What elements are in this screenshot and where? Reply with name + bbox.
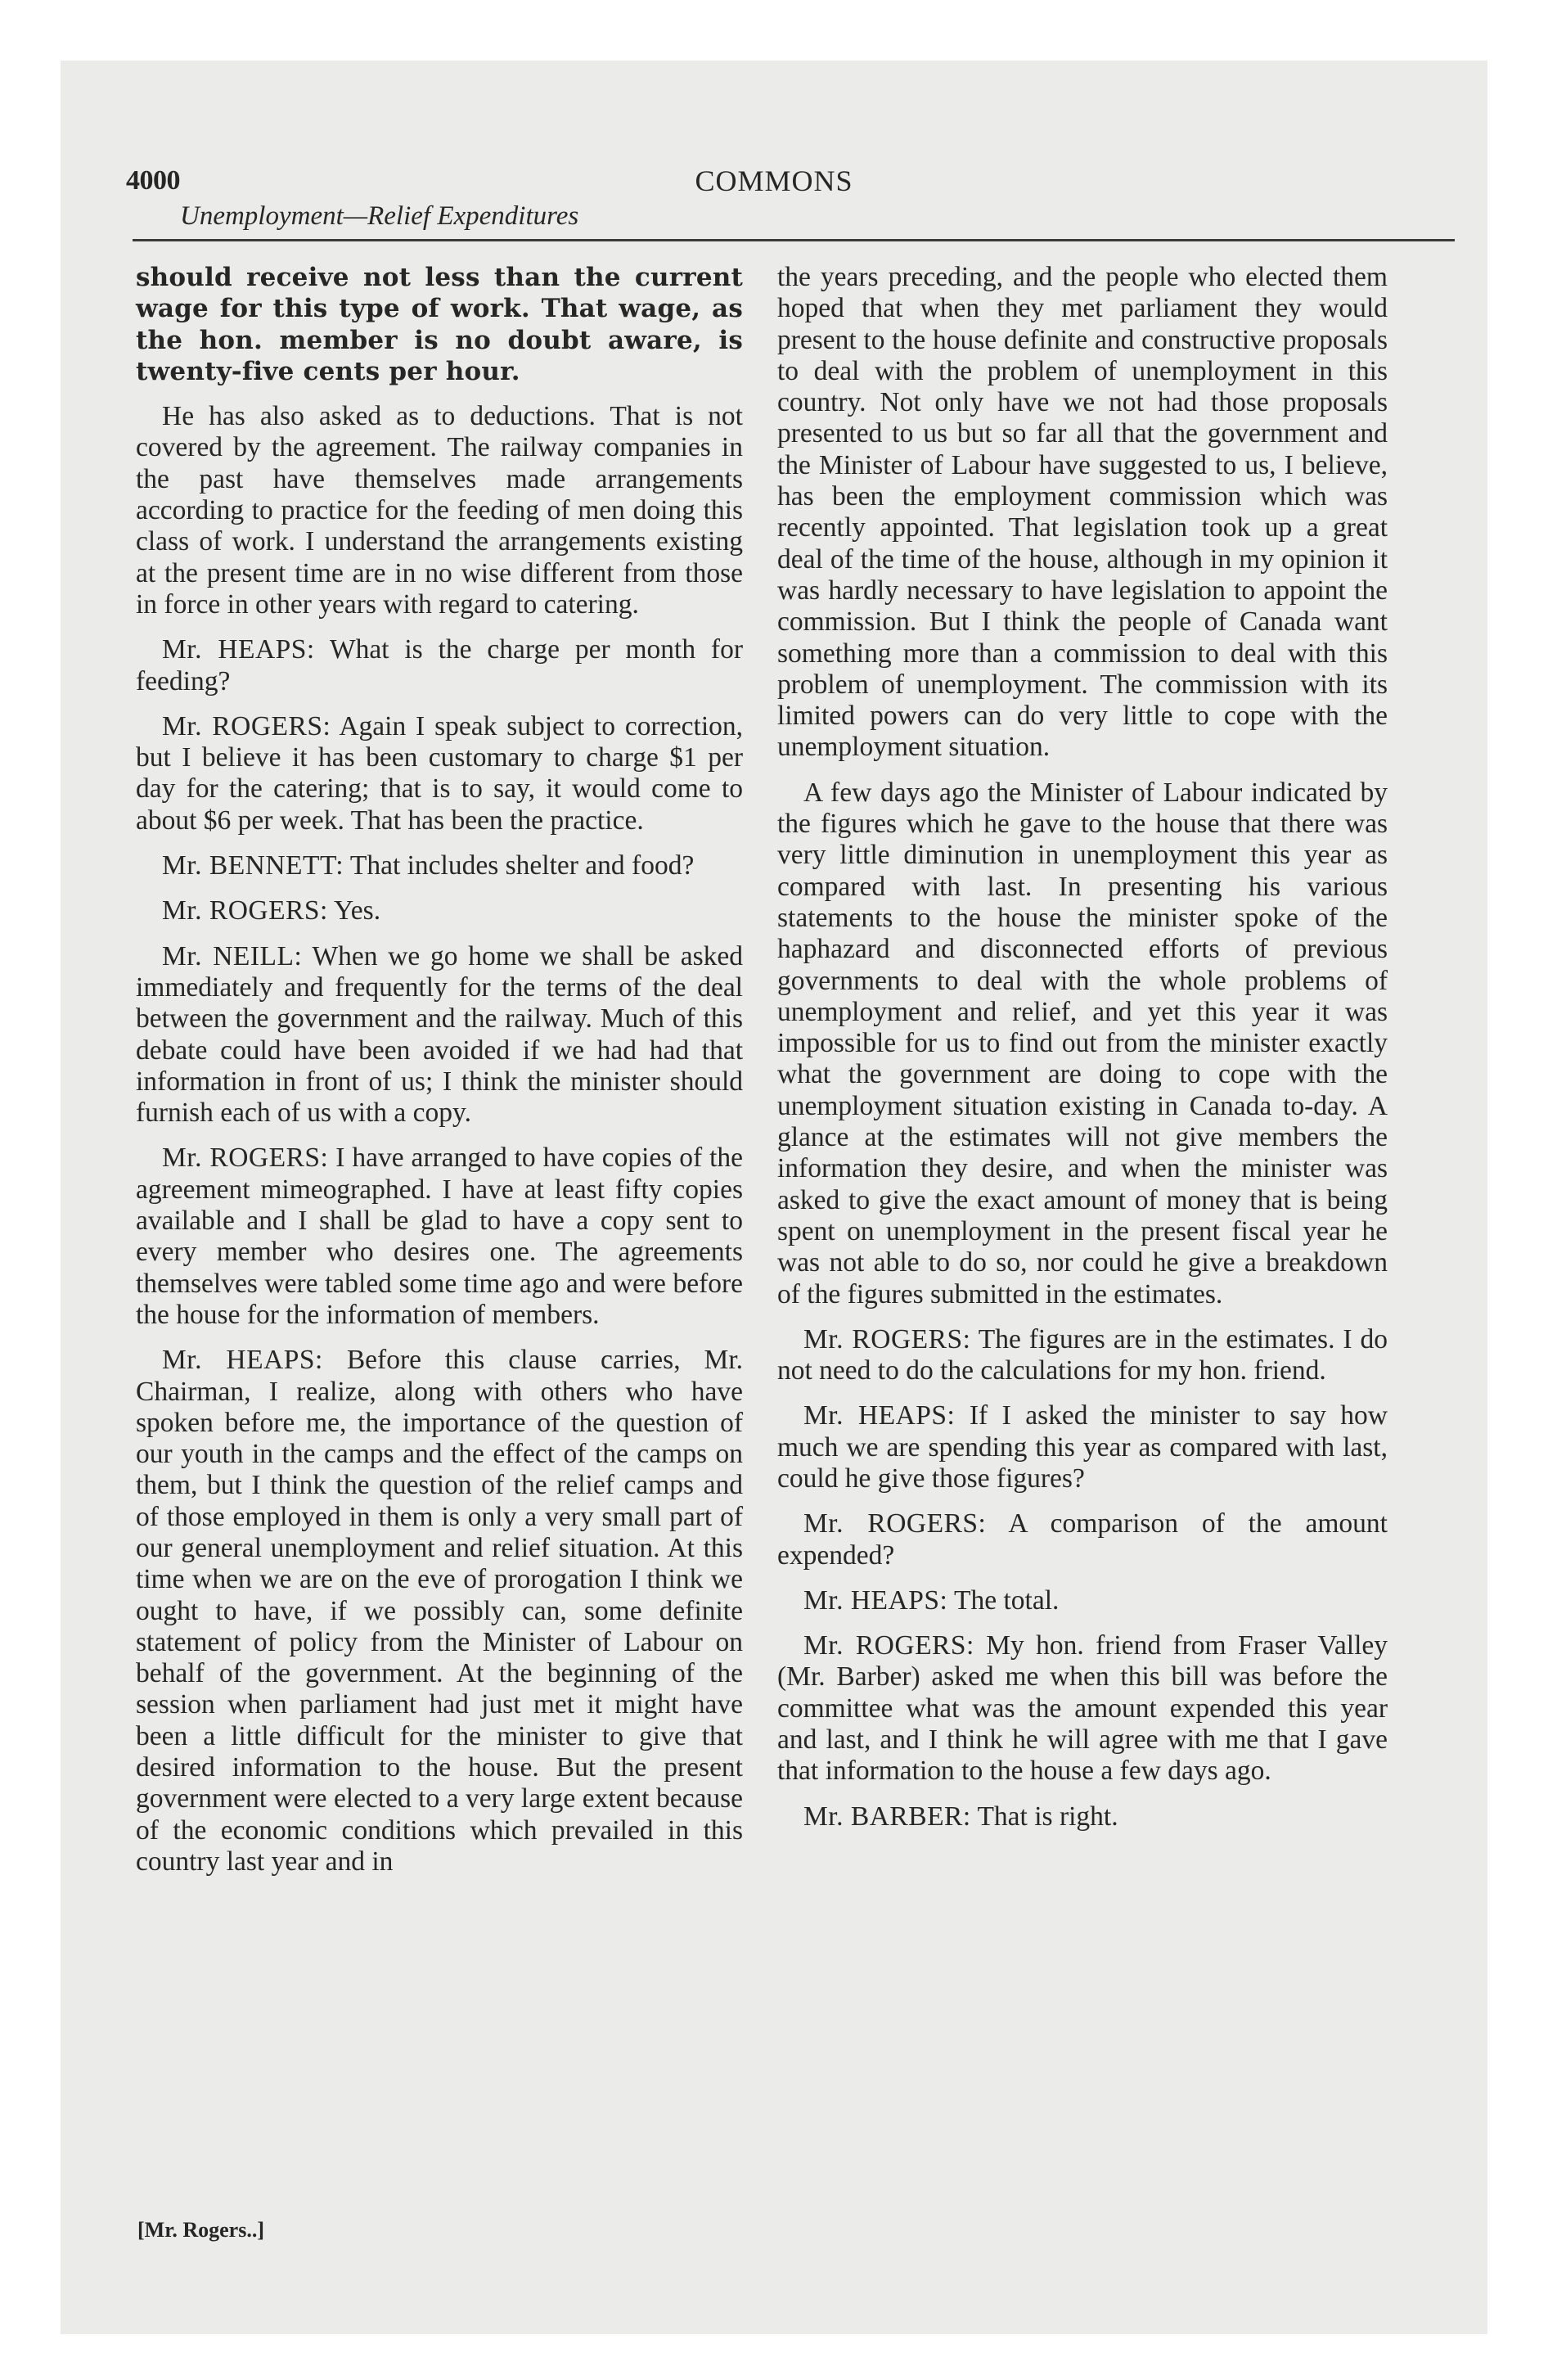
right-column xyxy=(777,262,1388,1846)
speaker-name: Mr. ROGERS: xyxy=(162,1143,329,1174)
speaker-footer: [Mr. Rogers..] xyxy=(137,2218,264,2242)
speech xyxy=(777,1630,1388,1787)
speech-text: Before this clause carries, Mr. Chairman, I realize, along with others who have spoken before me, the importance of the question of our youth in the camps and the effect of the camps on them, but I think the question of the relief camps and of those employed in them is only a very small part of our general unemployment and relief situation. At this time when we are on the eve of prorogation I think we ought to have, if we possibly can, some definite statement of policy from the Minister of Labour on behalf of the government. At the beginning of the session when parliament had just met it might have been a little difficult for the minister to give that desired information to the house. But the present government were elected to a very large extent because of the economic conditions which prevailed in this country last year and in xyxy=(136,1345,744,1877)
speech-text: Again I speak subject to correction, but I believe it has been customary to charge $1 per day for the catering; that is to say, it would come to about $6 per week. That has been the practice. xyxy=(136,710,744,836)
speaker-name: Mr. ROGERS: xyxy=(162,895,328,926)
paragraph xyxy=(777,778,1388,1310)
speech xyxy=(777,1400,1388,1494)
speaker-name: Mr. BENNETT: xyxy=(162,850,344,881)
speaker-name: Mr. ROGERS: xyxy=(803,1323,971,1355)
speech xyxy=(136,895,743,926)
speech-text: My hon. friend from Fraser Valley (Mr. Barber) asked me when this bill was before the committee what was the amount expended this year and last, and I think he will agree with me that I gave that information to the house a few days ago. xyxy=(777,1630,1388,1787)
speech-text: I have arranged to have copies of the agreement mimeographed. I have at least fifty copies available and I shall be glad to have a copy sent to every member who desires one. The agreements themselves were tabled some time ago and were before the house for the information of members. xyxy=(136,1143,743,1330)
speech-text: The total. xyxy=(954,1584,1060,1616)
hansard-page xyxy=(61,61,1487,2334)
speech xyxy=(136,850,743,881)
page-number: 4000 xyxy=(126,165,180,196)
speaker-name: Mr. HEAPS: xyxy=(803,1584,948,1616)
speaker-name: Mr. BARBER: xyxy=(803,1801,971,1832)
paragraph-text: the years preceding, and the people who elected them hoped that when they met parliament they would present to the house definite and constructive proposals to deal with the problem of unemployment in this country. Not only have we not had those proposals presented to us but so far all that the government and the Minister of Labour have suggested to us, I believe, has been the employment commission which was recently appointed. That legislation took up a great deal of the time of the house, although in my opinion it was hardly necessary to have legislation to appoint the commission. But I think the people of Canada want something more than a commission to deal with this problem of unemployment. The commission with its limited powers can do very little to cope with the unemployment situation. xyxy=(777,262,1388,763)
section-subtitle: Unemployment—Relief Expenditures xyxy=(180,201,579,231)
speech-text: That is right. xyxy=(977,1801,1118,1832)
speech xyxy=(777,1324,1388,1387)
speech xyxy=(777,1585,1388,1616)
speaker-name: Mr. ROGERS: xyxy=(803,1508,987,1539)
paragraph-text: He has also asked as to deductions. That is not covered by the agreement. The railway companies in the past have themselves made arrangements according to practice for the feeding of men doing this class of work. I understand the arrangements existing at the present time are in no wise different from those in force in other years with regard to catering. xyxy=(136,401,743,620)
speech xyxy=(136,1345,743,1877)
speaker-name: Mr. HEAPS: xyxy=(162,1345,323,1376)
paragraph xyxy=(777,262,1388,764)
speaker-name: Mr. NEILL: xyxy=(162,940,303,971)
left-column xyxy=(136,262,743,1891)
speech xyxy=(136,634,743,697)
speech xyxy=(777,1801,1388,1832)
speaker-name: Mr. ROGERS: xyxy=(803,1630,974,1661)
speech xyxy=(136,1143,743,1331)
header-rule xyxy=(133,239,1455,241)
speech-text: Yes. xyxy=(333,895,381,926)
paragraph-text: should receive not less than the current wage for this type of work. That wage, as the hon. member is no doubt aware, is twenty-five cents per hour. xyxy=(136,263,743,386)
speech-text: What is the charge per month for feeding? xyxy=(136,634,743,696)
paragraph xyxy=(136,262,743,387)
running-head: COMMONS xyxy=(695,165,853,197)
speech-text: If I asked the minister to say how much we are spending this year as compared with last, could he give those figures? xyxy=(777,1400,1388,1494)
speech-text: The figures are in the estimates. I do not need to do the calculations for my hon. friend. xyxy=(777,1323,1388,1386)
speech-text: That includes shelter and food? xyxy=(349,850,695,881)
speech-text: When we go home we shall be asked immediately and frequently for the terms of the deal between the government and the railway. Much of this debate could have been avoided if we had had that information in front of us; I think the minister should furnish each of us with a copy. xyxy=(136,940,744,1129)
speaker-name: Mr. HEAPS: xyxy=(803,1400,956,1431)
speech xyxy=(136,941,743,1129)
speaker-name: Mr. HEAPS: xyxy=(162,634,315,665)
speaker-name: Mr. ROGERS: xyxy=(162,710,331,741)
speech-text: A comparison of the amount expended? xyxy=(777,1508,1388,1571)
speech xyxy=(136,711,743,836)
paragraph-text: A few days ago the Minister of Labour indicated by the figures which he gave to the house that there was very little diminution in unemployment this year as compared with last. In presenting his various statements to the house the minister spoke of the haphazard and disconnected efforts of previous governments to deal with the whole problems of unemployment and relief, and yet this year it was impossible for us to find out from the minister exactly what the government are doing to cope with the unemployment situation existing in Canada to-day. A glance at the estimates will not give members the information they desire, and when the minister was asked to give the exact amount of money that is being spent on unemployment in the present fiscal year he was not able to do so, nor could he give a breakdown of the figures submitted in the estimates. xyxy=(777,777,1388,1309)
speech xyxy=(777,1508,1388,1571)
paragraph xyxy=(136,401,743,620)
